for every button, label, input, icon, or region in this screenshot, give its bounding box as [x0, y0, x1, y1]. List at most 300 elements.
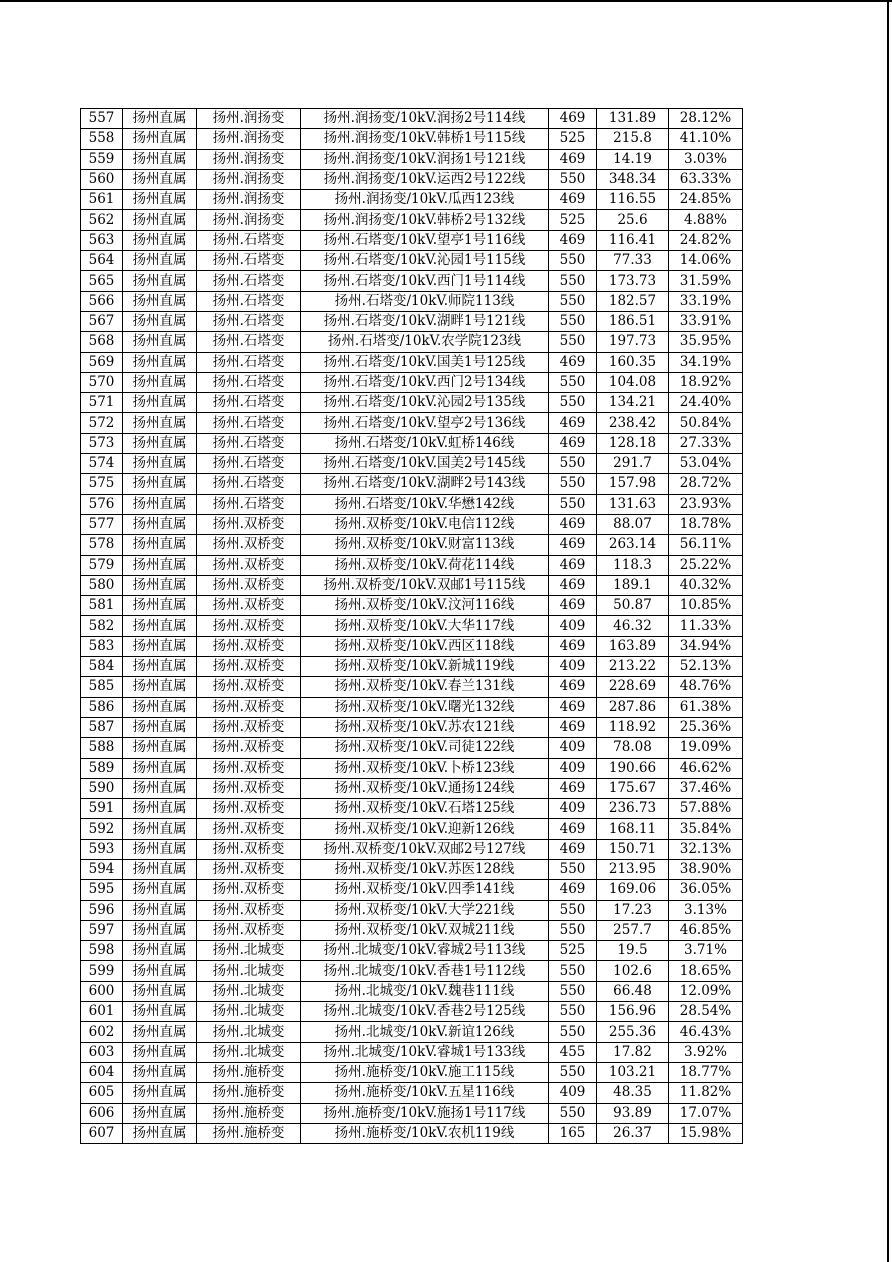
- feeder-line-cell: 扬州.北城变/10kV.香巷2号125线: [301, 1002, 549, 1022]
- load-rate-cell: 3.71%: [669, 941, 743, 961]
- feeder-line-cell: 扬州.石塔变/10kV.虹桥146线: [301, 433, 549, 453]
- load-value-cell: 50.87: [597, 596, 669, 616]
- table-row: [81, 190, 743, 210]
- company-cell: 扬州直属: [123, 1062, 197, 1082]
- feeder-line-cell: 扬州.润扬变/10kV.韩桥1号115线: [301, 129, 549, 149]
- table-row: [81, 413, 743, 433]
- substation-cell: 扬州.双桥变: [197, 839, 301, 859]
- top-border-line: [0, 0, 892, 2]
- table-row: [81, 758, 743, 778]
- substation-cell: 扬州.双桥变: [197, 819, 301, 839]
- feeder-line-cell: 扬州.石塔变/10kV.湖畔1号121线: [301, 311, 549, 331]
- row-number-cell: 603: [81, 1042, 123, 1062]
- company-cell: 扬州直属: [123, 230, 197, 250]
- rated-current-cell: 525: [549, 210, 597, 230]
- company-cell: 扬州直属: [123, 839, 197, 859]
- rated-current-cell: 469: [549, 109, 597, 129]
- feeder-line-cell: 扬州.双桥变/10kV.双邮1号115线: [301, 575, 549, 595]
- table-row: [81, 1042, 743, 1062]
- company-cell: 扬州直属: [123, 819, 197, 839]
- substation-cell: 扬州.润扬变: [197, 129, 301, 149]
- load-value-cell: 26.37: [597, 1123, 669, 1143]
- row-number-cell: 575: [81, 474, 123, 494]
- load-rate-cell: 19.09%: [669, 738, 743, 758]
- load-value-cell: 169.06: [597, 880, 669, 900]
- load-value-cell: 257.7: [597, 920, 669, 940]
- load-value-cell: 156.96: [597, 1002, 669, 1022]
- row-number-cell: 585: [81, 677, 123, 697]
- rated-current-cell: 550: [549, 961, 597, 981]
- substation-cell: 扬州.石塔变: [197, 291, 301, 311]
- rated-current-cell: 469: [549, 880, 597, 900]
- table-row: [81, 311, 743, 331]
- substation-cell: 扬州.北城变: [197, 1042, 301, 1062]
- company-cell: 扬州直属: [123, 413, 197, 433]
- row-number-cell: 578: [81, 535, 123, 555]
- row-number-cell: 583: [81, 636, 123, 656]
- table-row: [81, 657, 743, 677]
- load-rate-cell: 34.19%: [669, 352, 743, 372]
- load-value-cell: 131.63: [597, 494, 669, 514]
- load-rate-cell: 25.36%: [669, 717, 743, 737]
- load-value-cell: 348.34: [597, 169, 669, 189]
- load-rate-cell: 24.85%: [669, 190, 743, 210]
- rated-current-cell: 469: [549, 149, 597, 169]
- company-cell: 扬州直属: [123, 149, 197, 169]
- company-cell: 扬州直属: [123, 900, 197, 920]
- substation-cell: 扬州.北城变: [197, 981, 301, 1001]
- substation-cell: 扬州.石塔变: [197, 474, 301, 494]
- company-cell: 扬州直属: [123, 657, 197, 677]
- feeder-line-cell: 扬州.润扬变/10kV.润扬2号114线: [301, 109, 549, 129]
- feeder-line-cell: 扬州.双桥变/10kV.新城119线: [301, 657, 549, 677]
- table-row: [81, 697, 743, 717]
- load-rate-cell: 18.78%: [669, 514, 743, 534]
- feeder-line-cell: 扬州.石塔变/10kV.华懋142线: [301, 494, 549, 514]
- load-rate-cell: 28.12%: [669, 109, 743, 129]
- load-rate-cell: 34.94%: [669, 636, 743, 656]
- load-value-cell: 197.73: [597, 332, 669, 352]
- substation-cell: 扬州.双桥变: [197, 697, 301, 717]
- rated-current-cell: 469: [549, 819, 597, 839]
- load-rate-cell: 10.85%: [669, 596, 743, 616]
- row-number-cell: 573: [81, 433, 123, 453]
- load-rate-cell: 3.92%: [669, 1042, 743, 1062]
- substation-cell: 扬州.石塔变: [197, 372, 301, 392]
- load-value-cell: 116.55: [597, 190, 669, 210]
- row-number-cell: 574: [81, 454, 123, 474]
- table-row: [81, 677, 743, 697]
- load-value-cell: 236.73: [597, 799, 669, 819]
- company-cell: 扬州直属: [123, 697, 197, 717]
- rated-current-cell: 409: [549, 616, 597, 636]
- substation-cell: 扬州.石塔变: [197, 271, 301, 291]
- load-rate-cell: 63.33%: [669, 169, 743, 189]
- company-cell: 扬州直属: [123, 920, 197, 940]
- feeder-line-cell: 扬州.石塔变/10kV.沁园1号115线: [301, 251, 549, 271]
- load-value-cell: 103.21: [597, 1062, 669, 1082]
- load-value-cell: 213.22: [597, 657, 669, 677]
- rated-current-cell: 550: [549, 900, 597, 920]
- row-number-cell: 602: [81, 1022, 123, 1042]
- substation-cell: 扬州.双桥变: [197, 575, 301, 595]
- company-cell: 扬州直属: [123, 1002, 197, 1022]
- company-cell: 扬州直属: [123, 271, 197, 291]
- load-value-cell: 17.23: [597, 900, 669, 920]
- load-value-cell: 134.21: [597, 393, 669, 413]
- load-value-cell: 255.36: [597, 1022, 669, 1042]
- rated-current-cell: 409: [549, 799, 597, 819]
- company-cell: 扬州直属: [123, 1103, 197, 1123]
- feeder-line-cell: 扬州.北城变/10kV.睿城1号133线: [301, 1042, 549, 1062]
- load-value-cell: 102.6: [597, 961, 669, 981]
- rated-current-cell: 469: [549, 514, 597, 534]
- row-number-cell: 572: [81, 413, 123, 433]
- rated-current-cell: 550: [549, 494, 597, 514]
- feeder-line-cell: 扬州.双桥变/10kV.大学221线: [301, 900, 549, 920]
- company-cell: 扬州直属: [123, 981, 197, 1001]
- load-rate-cell: 32.13%: [669, 839, 743, 859]
- row-number-cell: 598: [81, 941, 123, 961]
- feeder-line-cell: 扬州.润扬变/10kV.韩桥2号132线: [301, 210, 549, 230]
- load-rate-cell: 35.95%: [669, 332, 743, 352]
- rated-current-cell: 469: [549, 555, 597, 575]
- row-number-cell: 591: [81, 799, 123, 819]
- table-row: [81, 1103, 743, 1123]
- row-number-cell: 580: [81, 575, 123, 595]
- load-value-cell: 168.11: [597, 819, 669, 839]
- table-row: [81, 129, 743, 149]
- table-row: [81, 920, 743, 940]
- substation-cell: 扬州.润扬变: [197, 190, 301, 210]
- row-number-cell: 596: [81, 900, 123, 920]
- rated-current-cell: 550: [549, 920, 597, 940]
- feeder-line-cell: 扬州.石塔变/10kV.湖畔2号143线: [301, 474, 549, 494]
- row-number-cell: 559: [81, 149, 123, 169]
- row-number-cell: 565: [81, 271, 123, 291]
- table-row: [81, 1123, 743, 1143]
- rated-current-cell: 469: [549, 596, 597, 616]
- feeder-load-table: [80, 108, 743, 1144]
- substation-cell: 扬州.施桥变: [197, 1062, 301, 1082]
- substation-cell: 扬州.双桥变: [197, 535, 301, 555]
- substation-cell: 扬州.润扬变: [197, 169, 301, 189]
- rated-current-cell: 409: [549, 738, 597, 758]
- rated-current-cell: 550: [549, 981, 597, 1001]
- row-number-cell: 592: [81, 819, 123, 839]
- table-row: [81, 535, 743, 555]
- table-row: [81, 454, 743, 474]
- table-row: [81, 291, 743, 311]
- load-rate-cell: 28.72%: [669, 474, 743, 494]
- substation-cell: 扬州.施桥变: [197, 1103, 301, 1123]
- feeder-line-cell: 扬州.石塔变/10kV.西门1号114线: [301, 271, 549, 291]
- table-row: [81, 169, 743, 189]
- load-rate-cell: 11.33%: [669, 616, 743, 636]
- rated-current-cell: 469: [549, 190, 597, 210]
- feeder-line-cell: 扬州.施桥变/10kV.农机119线: [301, 1123, 549, 1143]
- row-number-cell: 601: [81, 1002, 123, 1022]
- substation-cell: 扬州.润扬变: [197, 109, 301, 129]
- load-rate-cell: 15.98%: [669, 1123, 743, 1143]
- table-row: [81, 616, 743, 636]
- company-cell: 扬州直属: [123, 859, 197, 879]
- load-rate-cell: 40.32%: [669, 575, 743, 595]
- company-cell: 扬州直属: [123, 555, 197, 575]
- rated-current-cell: 550: [549, 1103, 597, 1123]
- substation-cell: 扬州.双桥变: [197, 717, 301, 737]
- rated-current-cell: 550: [549, 271, 597, 291]
- company-cell: 扬州直属: [123, 677, 197, 697]
- feeder-line-cell: 扬州.石塔变/10kV.国美2号145线: [301, 454, 549, 474]
- rated-current-cell: 469: [549, 230, 597, 250]
- table-row: [81, 961, 743, 981]
- substation-cell: 扬州.北城变: [197, 941, 301, 961]
- company-cell: 扬州直属: [123, 129, 197, 149]
- row-number-cell: 605: [81, 1083, 123, 1103]
- table-row: [81, 230, 743, 250]
- table-row: [81, 555, 743, 575]
- load-value-cell: 150.71: [597, 839, 669, 859]
- table-row: [81, 1022, 743, 1042]
- company-cell: 扬州直属: [123, 332, 197, 352]
- company-cell: 扬州直属: [123, 778, 197, 798]
- feeder-line-cell: 扬州.双桥变/10kV.卜桥123线: [301, 758, 549, 778]
- table-row: [81, 494, 743, 514]
- load-rate-cell: 33.91%: [669, 311, 743, 331]
- company-cell: 扬州直属: [123, 352, 197, 372]
- company-cell: 扬州直属: [123, 210, 197, 230]
- company-cell: 扬州直属: [123, 880, 197, 900]
- load-value-cell: 175.67: [597, 778, 669, 798]
- load-rate-cell: 4.88%: [669, 210, 743, 230]
- load-rate-cell: 46.43%: [669, 1022, 743, 1042]
- company-cell: 扬州直属: [123, 372, 197, 392]
- company-cell: 扬州直属: [123, 799, 197, 819]
- feeder-line-cell: 扬州.双桥变/10kV.司徒122线: [301, 738, 549, 758]
- company-cell: 扬州直属: [123, 636, 197, 656]
- feeder-line-cell: 扬州.石塔变/10kV.国美1号125线: [301, 352, 549, 372]
- load-value-cell: 128.18: [597, 433, 669, 453]
- load-rate-cell: 18.65%: [669, 961, 743, 981]
- load-value-cell: 213.95: [597, 859, 669, 879]
- table-row: [81, 575, 743, 595]
- feeder-line-cell: 扬州.石塔变/10kV.望亭2号136线: [301, 413, 549, 433]
- company-cell: 扬州直属: [123, 717, 197, 737]
- table-row: [81, 778, 743, 798]
- load-value-cell: 118.3: [597, 555, 669, 575]
- rated-current-cell: 550: [549, 372, 597, 392]
- load-value-cell: 104.08: [597, 372, 669, 392]
- rated-current-cell: 469: [549, 778, 597, 798]
- load-value-cell: 157.98: [597, 474, 669, 494]
- rated-current-cell: 550: [549, 1062, 597, 1082]
- company-cell: 扬州直属: [123, 251, 197, 271]
- substation-cell: 扬州.润扬变: [197, 210, 301, 230]
- table-row: [81, 210, 743, 230]
- row-number-cell: 595: [81, 880, 123, 900]
- load-value-cell: 215.8: [597, 129, 669, 149]
- substation-cell: 扬州.双桥变: [197, 778, 301, 798]
- feeder-line-cell: 扬州.双桥变/10kV.通扬124线: [301, 778, 549, 798]
- substation-cell: 扬州.双桥变: [197, 859, 301, 879]
- feeder-line-cell: 扬州.施桥变/10kV.施扬1号117线: [301, 1103, 549, 1123]
- rated-current-cell: 550: [549, 859, 597, 879]
- row-number-cell: 577: [81, 514, 123, 534]
- table-row: [81, 474, 743, 494]
- load-rate-cell: 25.22%: [669, 555, 743, 575]
- load-value-cell: 291.7: [597, 454, 669, 474]
- company-cell: 扬州直属: [123, 1042, 197, 1062]
- load-rate-cell: 36.05%: [669, 880, 743, 900]
- substation-cell: 扬州.石塔变: [197, 413, 301, 433]
- load-value-cell: 173.73: [597, 271, 669, 291]
- feeder-line-cell: 扬州.双桥变/10kV.迎新126线: [301, 819, 549, 839]
- load-rate-cell: 48.76%: [669, 677, 743, 697]
- substation-cell: 扬州.石塔变: [197, 393, 301, 413]
- feeder-line-cell: 扬州.北城变/10kV.新谊126线: [301, 1022, 549, 1042]
- row-number-cell: 562: [81, 210, 123, 230]
- row-number-cell: 569: [81, 352, 123, 372]
- load-rate-cell: 31.59%: [669, 271, 743, 291]
- row-number-cell: 560: [81, 169, 123, 189]
- row-number-cell: 594: [81, 859, 123, 879]
- load-rate-cell: 33.19%: [669, 291, 743, 311]
- feeder-line-cell: 扬州.润扬变/10kV.运西2号122线: [301, 169, 549, 189]
- row-number-cell: 599: [81, 961, 123, 981]
- company-cell: 扬州直属: [123, 616, 197, 636]
- rated-current-cell: 550: [549, 454, 597, 474]
- load-value-cell: 163.89: [597, 636, 669, 656]
- substation-cell: 扬州.石塔变: [197, 454, 301, 474]
- table-row: [81, 352, 743, 372]
- load-value-cell: 189.1: [597, 575, 669, 595]
- feeder-line-cell: 扬州.北城变/10kV.香巷1号112线: [301, 961, 549, 981]
- rated-current-cell: 469: [549, 433, 597, 453]
- load-rate-cell: 23.93%: [669, 494, 743, 514]
- row-number-cell: 571: [81, 393, 123, 413]
- row-number-cell: 584: [81, 657, 123, 677]
- rated-current-cell: 550: [549, 311, 597, 331]
- table-row: [81, 271, 743, 291]
- load-value-cell: 88.07: [597, 514, 669, 534]
- rated-current-cell: 550: [549, 1022, 597, 1042]
- rated-current-cell: 550: [549, 332, 597, 352]
- substation-cell: 扬州.双桥变: [197, 677, 301, 697]
- table-row: [81, 433, 743, 453]
- load-value-cell: 78.08: [597, 738, 669, 758]
- table-row: [81, 1083, 743, 1103]
- table-row: [81, 332, 743, 352]
- feeder-line-cell: 扬州.双桥变/10kV.电信112线: [301, 514, 549, 534]
- load-rate-cell: 24.82%: [669, 230, 743, 250]
- feeder-line-cell: 扬州.石塔变/10kV.望亭1号116线: [301, 230, 549, 250]
- feeder-line-cell: 扬州.石塔变/10kV.沁园2号135线: [301, 393, 549, 413]
- row-number-cell: 568: [81, 332, 123, 352]
- load-value-cell: 77.33: [597, 251, 669, 271]
- rated-current-cell: 409: [549, 758, 597, 778]
- feeder-line-cell: 扬州.双桥变/10kV.汶河116线: [301, 596, 549, 616]
- load-rate-cell: 56.11%: [669, 535, 743, 555]
- row-number-cell: 558: [81, 129, 123, 149]
- company-cell: 扬州直属: [123, 454, 197, 474]
- company-cell: 扬州直属: [123, 494, 197, 514]
- table-row: [81, 1062, 743, 1082]
- substation-cell: 扬州.双桥变: [197, 920, 301, 940]
- rated-current-cell: 469: [549, 535, 597, 555]
- table-row: [81, 799, 743, 819]
- load-rate-cell: 46.85%: [669, 920, 743, 940]
- load-value-cell: 116.41: [597, 230, 669, 250]
- substation-cell: 扬州.北城变: [197, 961, 301, 981]
- substation-cell: 扬州.双桥变: [197, 616, 301, 636]
- row-number-cell: 593: [81, 839, 123, 859]
- row-number-cell: 600: [81, 981, 123, 1001]
- feeder-line-cell: 扬州.双桥变/10kV.苏农121线: [301, 717, 549, 737]
- table-row: [81, 109, 743, 129]
- table-row: [81, 636, 743, 656]
- feeder-line-cell: 扬州.双桥变/10kV.双城211线: [301, 920, 549, 940]
- table-row: [81, 880, 743, 900]
- rated-current-cell: 469: [549, 677, 597, 697]
- row-number-cell: 606: [81, 1103, 123, 1123]
- rated-current-cell: 525: [549, 129, 597, 149]
- load-rate-cell: 11.82%: [669, 1083, 743, 1103]
- load-value-cell: 19.5: [597, 941, 669, 961]
- load-rate-cell: 46.62%: [669, 758, 743, 778]
- feeder-line-cell: 扬州.施桥变/10kV.五星116线: [301, 1083, 549, 1103]
- load-value-cell: 46.32: [597, 616, 669, 636]
- row-number-cell: 581: [81, 596, 123, 616]
- right-border-line: [887, 0, 889, 1262]
- table-row: [81, 900, 743, 920]
- load-rate-cell: 3.13%: [669, 900, 743, 920]
- table-row: [81, 149, 743, 169]
- company-cell: 扬州直属: [123, 190, 197, 210]
- load-rate-cell: 3.03%: [669, 149, 743, 169]
- load-value-cell: 93.89: [597, 1103, 669, 1123]
- row-number-cell: 566: [81, 291, 123, 311]
- table-row: [81, 981, 743, 1001]
- rated-current-cell: 469: [549, 636, 597, 656]
- table-row: [81, 859, 743, 879]
- rated-current-cell: 469: [549, 717, 597, 737]
- feeder-line-cell: 扬州.双桥变/10kV.西区118线: [301, 636, 549, 656]
- row-number-cell: 589: [81, 758, 123, 778]
- company-cell: 扬州直属: [123, 961, 197, 981]
- substation-cell: 扬州.双桥变: [197, 514, 301, 534]
- row-number-cell: 590: [81, 778, 123, 798]
- rated-current-cell: 550: [549, 251, 597, 271]
- load-rate-cell: 52.13%: [669, 657, 743, 677]
- substation-cell: 扬州.施桥变: [197, 1083, 301, 1103]
- feeder-line-cell: 扬州.双桥变/10kV.双邮2号127线: [301, 839, 549, 859]
- load-rate-cell: 18.92%: [669, 372, 743, 392]
- load-value-cell: 228.69: [597, 677, 669, 697]
- substation-cell: 扬州.石塔变: [197, 230, 301, 250]
- load-value-cell: 17.82: [597, 1042, 669, 1062]
- table-row: [81, 1002, 743, 1022]
- substation-cell: 扬州.施桥变: [197, 1123, 301, 1143]
- feeder-line-cell: 扬州.双桥变/10kV.荷花114线: [301, 555, 549, 575]
- row-number-cell: 567: [81, 311, 123, 331]
- feeder-line-cell: 扬州.北城变/10kV.魏巷111线: [301, 981, 549, 1001]
- feeder-line-cell: 扬州.双桥变/10kV.大华117线: [301, 616, 549, 636]
- row-number-cell: 604: [81, 1062, 123, 1082]
- load-value-cell: 263.14: [597, 535, 669, 555]
- rated-current-cell: 469: [549, 413, 597, 433]
- table-body: [81, 109, 743, 1144]
